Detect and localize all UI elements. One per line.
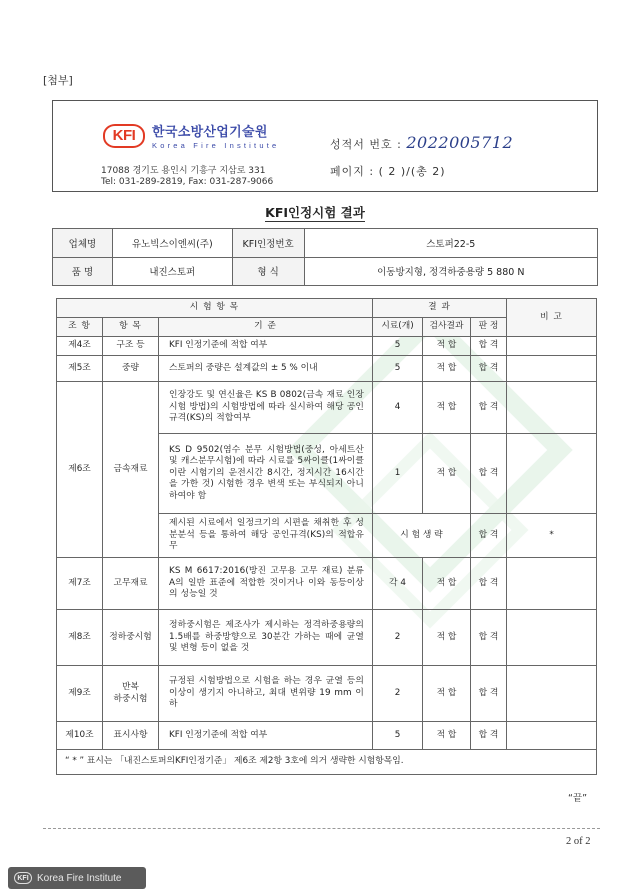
row-remarks [507,434,597,514]
table-row [57,666,597,722]
row-inspection: 적 합 [423,610,471,666]
row-judgement: 합 격 [471,722,507,750]
row-remarks [507,382,597,434]
footer [0,864,630,892]
end-mark: “끝” [568,793,588,804]
product-info-table [52,228,598,286]
attachment-label: [첨부] [43,74,73,87]
table-row [57,722,597,750]
issuer-logo [103,121,279,150]
row-judgement: 합 격 [471,558,507,610]
col-inspection: 검사결과 [423,318,471,337]
row-article: 제5조 [57,356,103,382]
test-results-table [56,298,597,775]
row-item-line2: 하중시험 [113,693,148,704]
logo-mark-text: KFI [112,127,136,144]
kfi-logo-mark [103,124,145,148]
cert-number-line [330,133,513,152]
row-samples: 각 4 [373,558,423,610]
header-result: 결 과 [373,299,507,318]
row-article: 제6조 [57,382,103,558]
row-article: 제9조 [57,666,103,722]
info-row [53,229,598,258]
row-remarks [507,610,597,666]
product-value: 내진스토퍼 [112,257,232,286]
page-number: 2 of 2 [566,836,591,847]
table-header-row [57,299,597,318]
type-value: 이동방지형, 정격하중용량 5 880 N [304,257,597,286]
col-samples: 시료(개) [373,318,423,337]
row-standard: KFI 인정기준에 적합 여부 [159,722,373,750]
row-judgement: 합 격 [471,514,507,558]
row-standard: 규정된 시험방법으로 시험을 하는 경우 균열 등의 이상이 생기지 아니하고, 최대 변위량 19 mm 이하 [159,666,373,722]
row-item: 금속재료 [103,382,159,558]
row-standard: 정하중시험은 제조사가 제시하는 정격하중용량의 1.5배를 하중방향으로 30분간 가하는 때에 균열 및 변형 등이 없을 것 [159,610,373,666]
issuer-header [52,100,598,192]
row-judgement: 합 격 [471,610,507,666]
product-label: 품 명 [53,257,113,286]
company-value: 유노빅스이엔씨(주) [112,229,232,258]
row-remarks [507,558,597,610]
row-test-omitted: 시 험 생 략 [373,514,471,558]
row-remarks: * [507,514,597,558]
row-samples: 5 [373,337,423,356]
footer-logo [8,867,146,889]
row-item: 고무재료 [103,558,159,610]
table-row [57,558,597,610]
type-label: 형 식 [232,257,304,286]
document-title [0,203,630,221]
footer-org-name: Korea Fire Institute [37,872,122,884]
row-remarks [507,337,597,356]
org-address: 17088 경기도 용인시 기흥구 지삼로 331 [101,166,266,176]
row-inspection: 적 합 [423,558,471,610]
document-title-text: KFI인정시험 결과 [265,205,365,220]
cert-number-value: 2022005712 [406,133,514,152]
row-judgement: 합 격 [471,337,507,356]
row-item-line1: 반복 [122,682,139,693]
org-name-en: Korea Fire Institute [152,141,280,150]
row-item: 정하중시험 [103,610,159,666]
table-row [57,610,597,666]
row-item: 구조 등 [103,337,159,356]
row-remarks [507,666,597,722]
row-samples: 5 [373,722,423,750]
row-item: 표시사항 [103,722,159,750]
row-item [103,666,159,722]
row-standard: 스토퍼의 중량은 설계값의 ± 5 % 이내 [159,356,373,382]
row-article: 제4조 [57,337,103,356]
row-samples: 5 [373,356,423,382]
col-item: 항 목 [103,318,159,337]
row-standard: KS M 6617:2016(방진 고무용 고무 재료) 분류 A의 일반 표준에 적합한 것이거나 이와 동등이상의 성능일 것 [159,558,373,610]
row-standard: 인장강도 및 연신율은 KS B 0802(금속 재료 인장 시험 방법)의 시험방법에 따라 실시하여 해당 공인규격(KS)의 적합여부 [159,382,373,434]
row-judgement: 합 격 [471,382,507,434]
row-inspection: 적 합 [423,337,471,356]
header-remarks: 비 고 [507,299,597,337]
table-row [57,382,597,434]
row-article: 제10조 [57,722,103,750]
col-judgement: 판 정 [471,318,507,337]
approval-label: KFI인정번호 [232,229,304,258]
row-standard: KFI 인정기준에 적합 여부 [159,337,373,356]
cert-number-label: 성적서 번호 : [330,138,402,151]
row-article: 제7조 [57,558,103,610]
info-row [53,257,598,286]
row-inspection: 적 합 [423,722,471,750]
col-standard: 기 준 [159,318,373,337]
row-judgement: 합 격 [471,434,507,514]
note-row [57,750,597,775]
row-standard: 제시된 시료에서 일정크기의 시편을 채취한 후 성분분석 등을 통하여 해당 공인규격(KS)의 적합유무 [159,514,373,558]
company-label: 업체명 [53,229,113,258]
header-test-items: 시 험 항 목 [57,299,373,318]
row-article: 제8조 [57,610,103,666]
col-article: 조 항 [57,318,103,337]
row-inspection: 적 합 [423,382,471,434]
row-item: 중량 [103,356,159,382]
row-samples: 2 [373,610,423,666]
row-samples: 2 [373,666,423,722]
row-judgement: 합 격 [471,356,507,382]
row-judgement: 합 격 [471,666,507,722]
footer-logo-mark: KFI [14,872,32,884]
row-samples: 1 [373,434,423,514]
page-indicator: 페이지 : ( 2 )/(총 2) [330,165,446,178]
table-row [57,356,597,382]
org-contact: Tel: 031-289-2819, Fax: 031-287-9066 [101,177,274,187]
row-remarks [507,356,597,382]
row-remarks [507,722,597,750]
org-name-kr: 한국소방산업기술원 [152,125,268,140]
row-standard: KS D 9502(염수 분무 시험방법(중성, 아세트산 및 캐스분무시험)에 따라 시료를 5싸이클(1싸이클이란 시험기의 운전시간 8시간, 정지시간 16시간을 가한 것) 시험한 경우 변색 또는 부식되지 아니하여야 함 [159,434,373,514]
row-inspection: 적 합 [423,666,471,722]
divider-line [43,828,600,829]
row-inspection: 적 합 [423,356,471,382]
row-samples: 4 [373,382,423,434]
table-row [57,337,597,356]
omission-note: “ * ” 표시는 「내진스토퍼의KFI인정기준」 제6조 제2항 3호에 의거 생략한 시험항목임. [57,750,597,775]
row-inspection: 적 합 [423,434,471,514]
approval-value: 스토퍼22-5 [304,229,597,258]
